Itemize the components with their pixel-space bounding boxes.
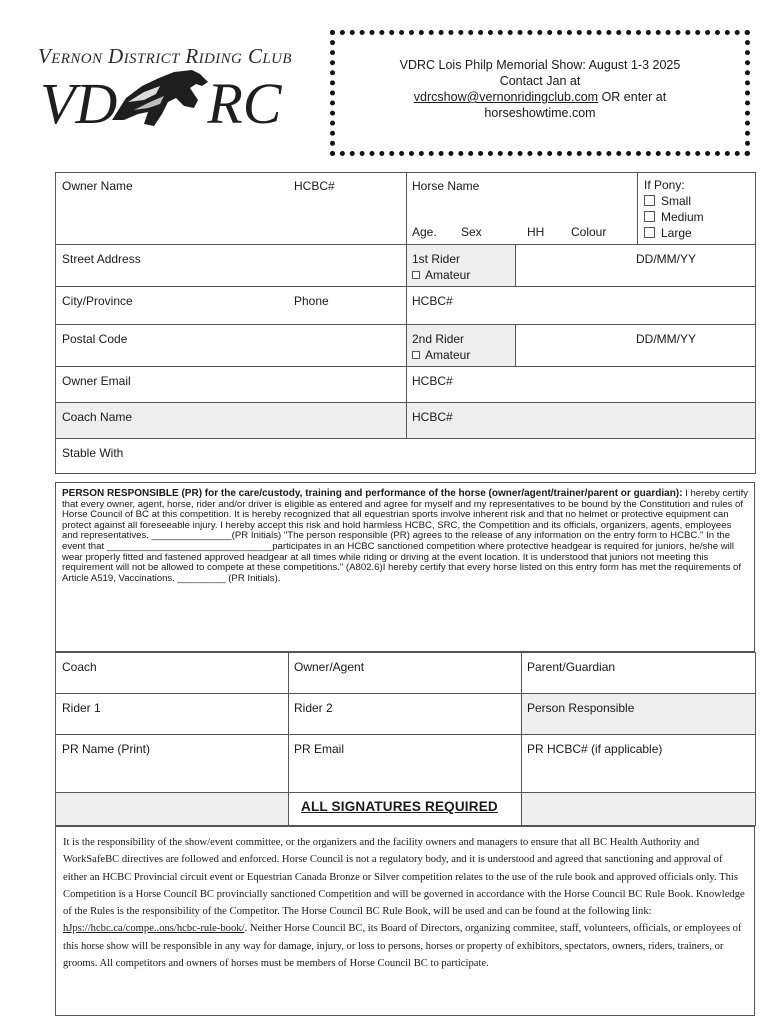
postal-code-label: Postal Code <box>62 332 128 346</box>
coach-hcbc-label: HCBC# <box>412 410 453 424</box>
pr-name-cell[interactable] <box>56 735 289 793</box>
rider2-dob-label: DD/MM/YY <box>636 332 696 346</box>
all-signatures-required: ALL SIGNATURES REQUIRED <box>301 799 498 814</box>
coach-signature-cell[interactable] <box>56 653 289 694</box>
city-province-cell[interactable] <box>56 287 407 325</box>
sex-label: Sex <box>461 225 482 239</box>
pr-heading: PERSON RESPONSIBLE (PR) for the care/custody, training and performance of the horse (owner/agent/trainer/parent or guardian): <box>62 488 683 499</box>
liability-section <box>55 826 755 1016</box>
liability-text <box>63 834 749 972</box>
owner-email-label: Owner Email <box>62 374 131 388</box>
owner-name-cell[interactable] <box>56 173 407 245</box>
pr-hcbc-cell[interactable] <box>522 735 756 793</box>
rider2-signature-cell[interactable] <box>289 694 522 735</box>
rider2-dob-cell[interactable] <box>516 325 756 367</box>
signature-blank-right <box>522 793 756 826</box>
show-title: VDRC Lois Philp Memorial Show: August 1-3 2025 <box>399 58 681 72</box>
pony-large-label: Large <box>661 226 692 240</box>
amateur1-checkbox[interactable] <box>412 271 420 279</box>
rider1-signature-label: Rider 1 <box>62 701 101 715</box>
coach-signature-label: Coach <box>62 660 97 674</box>
amateur2-label: Amateur <box>425 348 471 362</box>
second-rider-label: 2nd Rider <box>412 332 465 346</box>
pony-small-checkbox[interactable] <box>644 195 655 206</box>
if-pony-label: If Pony: <box>644 178 685 192</box>
hh-label: HH <box>527 225 545 239</box>
rider1-dob-cell[interactable] <box>516 245 756 287</box>
horse-head-icon <box>104 68 214 128</box>
show-notice-box <box>330 30 750 156</box>
pr-signature-label: Person Responsible <box>527 701 635 715</box>
rule-book-link[interactable]: hJps://hcbc.ca/compe..ons/hcbc-rule-book/ <box>63 923 245 935</box>
amateur1-label: Amateur <box>425 268 471 282</box>
all-signatures-cell <box>289 793 522 826</box>
pr-email-label: PR Email <box>294 742 345 756</box>
logo-letters-left: VD <box>40 71 118 136</box>
owner-agent-label: Owner/Agent <box>294 660 365 674</box>
stable-with-label: Stable With <box>62 446 124 460</box>
colour-label: Colour <box>571 225 607 239</box>
pr-name-label: PR Name (Print) <box>62 742 151 756</box>
club-name: Vernon District Riding Club <box>38 44 292 68</box>
rider1-signature-cell[interactable] <box>56 694 289 735</box>
coach-name-label: Coach Name <box>62 410 133 424</box>
coach-hcbc-cell[interactable] <box>407 403 756 439</box>
horse-name-cell[interactable] <box>407 173 638 245</box>
contact-line: Contact Jan at <box>499 74 581 88</box>
pony-small-label: Small <box>661 194 692 208</box>
website-line: horseshowtime.com <box>484 106 596 120</box>
pr-signature-cell[interactable] <box>522 694 756 735</box>
first-rider-cell[interactable] <box>407 245 516 287</box>
pony-medium-option[interactable] <box>644 210 704 224</box>
amateur2-checkbox[interactable] <box>412 351 420 359</box>
pr-hcbc-label: PR HCBC# (if applicable) <box>527 742 663 756</box>
second-rider-cell[interactable] <box>407 325 516 367</box>
horse-name-label: Horse Name <box>412 179 480 193</box>
street-address-cell[interactable] <box>56 245 407 287</box>
amateur1-option[interactable] <box>412 268 470 282</box>
parent-guardian-signature-cell[interactable] <box>522 653 756 694</box>
phone-label: Phone <box>294 294 329 308</box>
pony-medium-checkbox[interactable] <box>644 211 655 222</box>
pony-large-option[interactable] <box>644 226 692 240</box>
stable-with-cell[interactable] <box>56 439 756 474</box>
postal-code-cell[interactable] <box>56 325 407 367</box>
owner-agent-signature-cell[interactable] <box>289 653 522 694</box>
signature-table <box>55 652 756 826</box>
pony-large-checkbox[interactable] <box>644 227 655 238</box>
city-province-label: City/Province <box>62 294 133 308</box>
liability-text-start: It is the responsibility of the show/event committee, or the organizers and the facility owners and managers to ensure that all BC Health Authority and WorkSafeBC directives are followed and enforced. Horse Council is not a regulatory body, and it is understood and agreed that sanctioning and approval of either an HCBC Provincial circuit event or Equestrian Canada Bronze or Silver competition relates to the use of the rule book and approved officials only. This Competition is a Horse Council BC provincially sanctioned Competition and will be governed in accordance with the Horse Council BC Rule Book. Knowledge of the Rules is the responsibility of the Competitor. The Horse Council BC Rule Book, will be used and can be found at the following link: <box>63 837 745 918</box>
age-label: Age. <box>412 225 437 239</box>
rider2-signature-label: Rider 2 <box>294 701 333 715</box>
email-line <box>335 89 745 105</box>
parent-guardian-label: Parent/Guardian <box>527 660 616 674</box>
rider2-hcbc-cell[interactable] <box>407 367 756 403</box>
rider2-hcbc-label: HCBC# <box>412 374 453 388</box>
pr-declaration <box>62 489 750 584</box>
email-tail: OR enter at <box>598 90 667 104</box>
rider1-dob-label: DD/MM/YY <box>636 252 696 266</box>
show-email-link[interactable]: vdrcshow@vernonridingclub.com <box>413 90 599 104</box>
club-name-logo <box>38 44 292 69</box>
pr-email-cell[interactable] <box>289 735 522 793</box>
owner-email-cell[interactable] <box>56 367 407 403</box>
pony-size-cell <box>638 173 756 245</box>
logo-letters-right: RC <box>207 71 282 136</box>
pr-body: I hereby certify that every owner, agent, horse, rider and/or driver is eligible as entered and agree for myself and my representatives to be bound by the Constitution and rules of Horse Council of BC at this competition. It is hereby recognized that all equestrian sports involve inherent risk and that no helmet or protective equipment can protect against all foreseeable injury. I hereby accept this risk and hold harmless HCBC, SRC, the Competition and its officials, organizers, agents, employees and representatives. _______________(PR Initials) "The person responsible (PR) agrees to the release of any information on the entry form to HCBC." In the event that _______________________________participates in an HCBC sanctioned competition where protective headgear is required for juniors, he/she will wear properly fitted and fastened approved headgear at all times while riding or driving at the event location. It is understood that juniors not meeting this requirement will not be allowed to compete at these competitions." (A802.6)I hereby certify that every horse listed on this entry form has met the requirements of Article A519, Vaccinations. _________ (PR Initials). <box>62 488 749 584</box>
person-responsible-section <box>55 482 755 652</box>
amateur2-option[interactable] <box>412 348 470 362</box>
rider1-hcbc-label: HCBC# <box>412 294 453 308</box>
entry-form-table <box>55 172 756 474</box>
owner-name-label: Owner Name <box>62 179 133 193</box>
first-rider-label: 1st Rider <box>412 252 461 266</box>
rider1-hcbc-cell[interactable] <box>407 287 756 325</box>
pony-medium-label: Medium <box>661 210 704 224</box>
coach-name-cell[interactable] <box>56 403 407 439</box>
street-address-label: Street Address <box>62 252 141 266</box>
liability-text-end: . Neither Horse Council BC, its Board of Directors, organizing commitee, staff, volunteers, officials, or employees of this horse show will be responsible in any way for damage, injury, or loss to persons, horses or property of exhibitors, spectators, owners, riders, trainers, or grooms. All competitors and owners of horses must be members of Horse Council BC to participate. <box>63 923 742 970</box>
owner-hcbc-label: HCBC# <box>294 179 335 193</box>
signature-blank-left <box>56 793 289 826</box>
pony-small-option[interactable] <box>644 194 691 208</box>
